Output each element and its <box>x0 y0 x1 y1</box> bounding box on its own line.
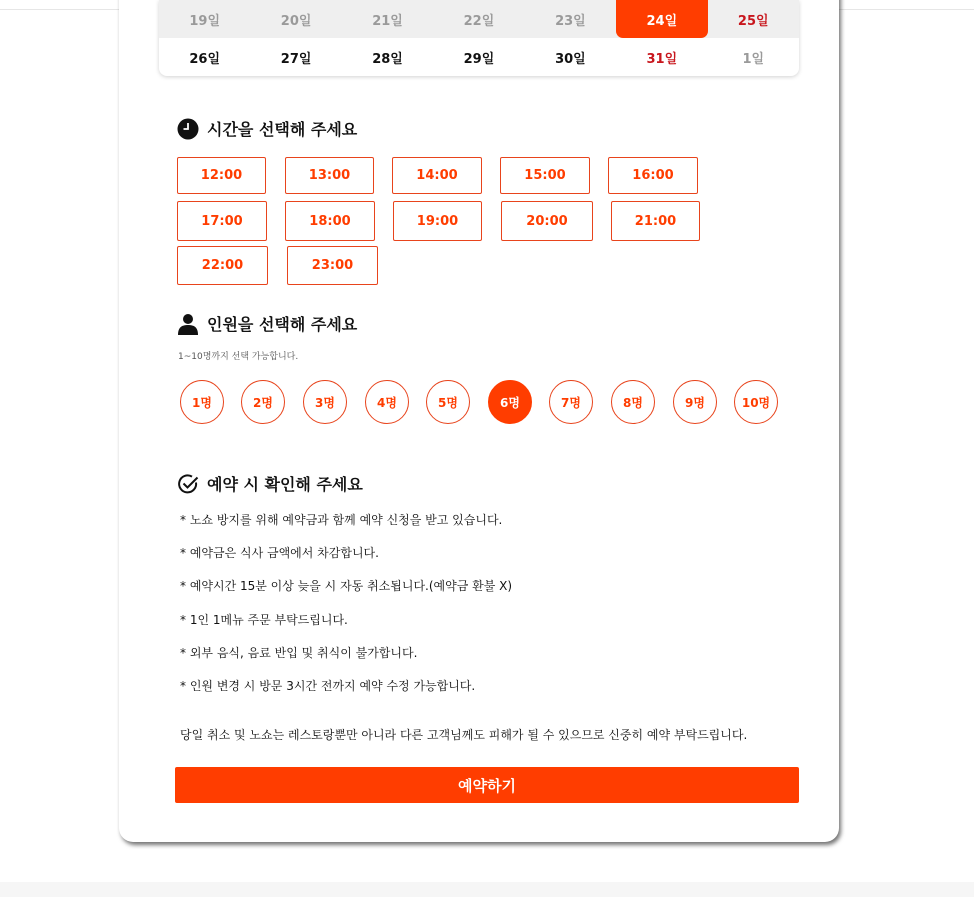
people-hint: 1~10명까지 선택 가능합니다. <box>178 352 299 362</box>
person-icon <box>177 313 199 335</box>
calendar-day[interactable]: 20일 <box>280 13 312 29</box>
notice-footnote: 당일 취소 및 노쇼는 레스토랑뿐만 아니라 다른 고객님께도 피해가 될 수 있으므로 신중히 예약 부탁드립니다. <box>180 728 748 742</box>
notice-item: * 예약금은 식사 금액에서 차감합니다. <box>180 546 379 560</box>
people-option[interactable]: 5명 <box>426 380 470 424</box>
notice-section-label: 예약 시 확인해 주세요 <box>207 475 363 494</box>
notice-item: * 노쇼 방지를 위해 예약금과 함께 예약 신청을 받고 있습니다. <box>180 513 503 527</box>
people-option[interactable]: 7명 <box>549 380 593 424</box>
reserve-button[interactable]: 예약하기 <box>175 767 799 803</box>
page-footer-band <box>0 882 974 897</box>
people-option[interactable]: 2명 <box>241 380 285 424</box>
calendar-day[interactable]: 22일 <box>463 13 495 29</box>
notice-item: * 인원 변경 시 방문 3시간 전까지 예약 수정 가능합니다. <box>180 679 476 693</box>
calendar-week-row <box>159 38 799 76</box>
time-slot-button[interactable]: 17:00 <box>177 201 267 241</box>
calendar-day[interactable]: 23일 <box>555 13 586 29</box>
time-slot-button[interactable]: 16:00 <box>608 157 698 194</box>
calendar-day[interactable]: 25일 <box>737 13 769 29</box>
people-section-label: 인원을 선택해 주세요 <box>207 315 358 334</box>
calendar-day-selected[interactable]: 24일 <box>616 0 707 38</box>
calendar-day[interactable]: 21일 <box>372 13 403 29</box>
people-section-title <box>177 312 357 335</box>
time-slot-button[interactable]: 20:00 <box>501 201 593 241</box>
people-option[interactable]: 4명 <box>365 380 409 424</box>
notice-item: * 외부 음식, 음료 반입 및 취식이 불가합니다. <box>180 646 418 660</box>
time-section-title <box>177 117 357 140</box>
calendar-week-row <box>159 0 799 38</box>
notice-section-title <box>177 472 363 495</box>
people-option[interactable]: 3명 <box>303 380 347 424</box>
calendar-day[interactable]: 19일 <box>189 13 221 29</box>
notice-item: * 1인 1메뉴 주문 부탁드립니다. <box>180 613 348 627</box>
calendar-day[interactable]: 31일 <box>646 51 678 67</box>
time-slot-button[interactable]: 19:00 <box>393 201 482 241</box>
clock-icon <box>177 118 199 140</box>
time-slot-button[interactable]: 23:00 <box>287 246 378 285</box>
calendar-day[interactable]: 29일 <box>463 51 495 67</box>
time-slot-button[interactable]: 14:00 <box>392 157 482 194</box>
people-option[interactable]: 8명 <box>611 380 655 424</box>
people-option[interactable]: 9명 <box>673 380 717 424</box>
time-section-label: 시간을 선택해 주세요 <box>207 120 358 139</box>
people-option-selected[interactable]: 6명 <box>488 380 532 424</box>
time-slot-button[interactable]: 21:00 <box>611 201 700 241</box>
calendar-day[interactable]: 1일 <box>742 51 765 67</box>
time-slot-button[interactable]: 12:00 <box>177 157 266 194</box>
notice-item: * 예약시간 15분 이상 늦을 시 자동 취소됩니다.(예약금 환불 X) <box>180 579 513 593</box>
calendar-day[interactable]: 28일 <box>372 51 403 67</box>
time-slot-button[interactable]: 18:00 <box>285 201 375 241</box>
time-slot-button[interactable]: 15:00 <box>500 157 590 194</box>
calendar-day[interactable]: 27일 <box>280 51 312 67</box>
calendar-day[interactable]: 26일 <box>189 51 221 67</box>
check-circle-icon <box>177 473 199 495</box>
calendar-day[interactable]: 30일 <box>555 51 586 67</box>
people-option[interactable]: 10명 <box>734 380 778 424</box>
time-slot-button[interactable]: 13:00 <box>285 157 374 194</box>
people-option[interactable]: 1명 <box>180 380 224 424</box>
date-calendar <box>159 0 799 76</box>
time-slot-button[interactable]: 22:00 <box>177 246 268 285</box>
